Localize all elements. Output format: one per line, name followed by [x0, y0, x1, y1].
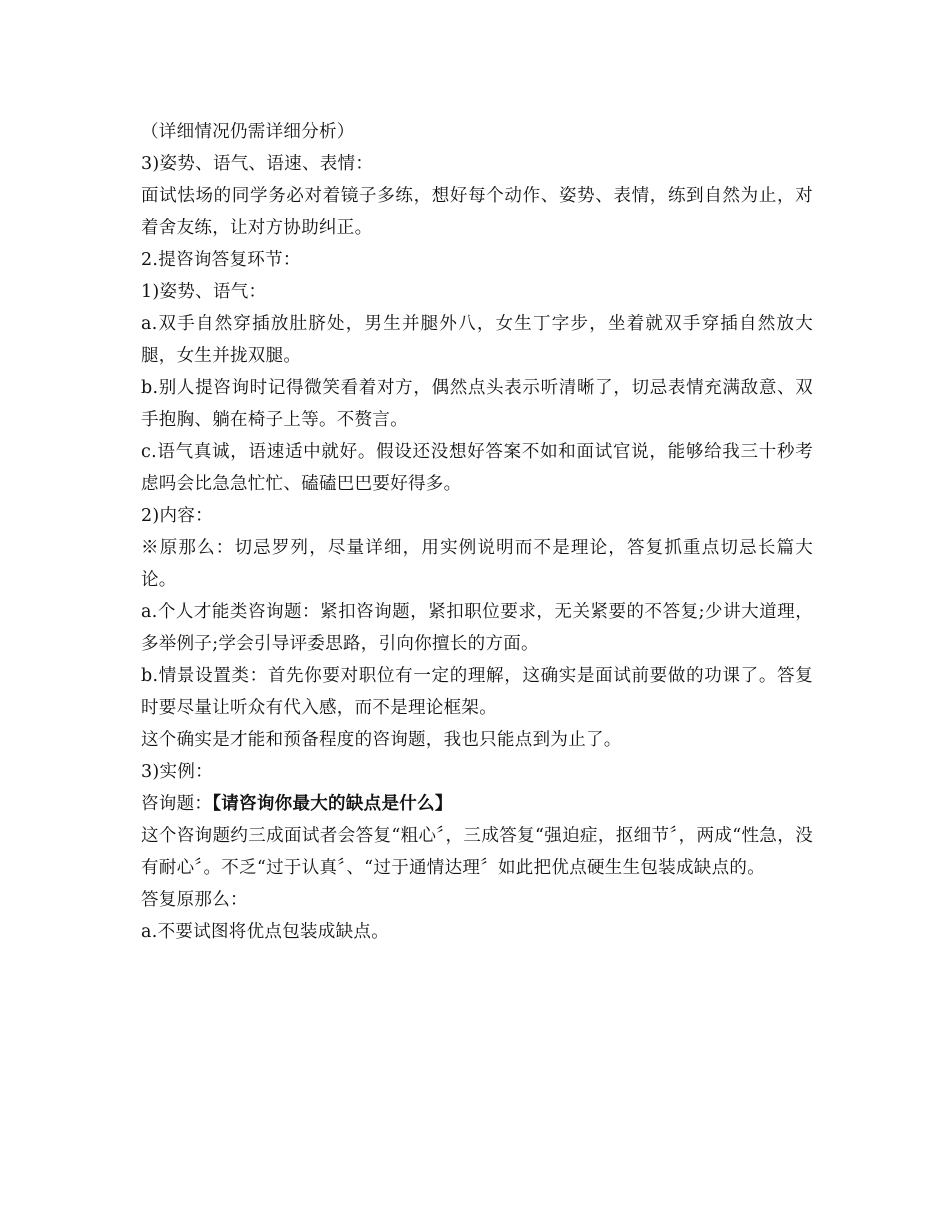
paragraph-practice-mirror: 面试怯场的同学务必对着镜子多练，想好每个动作、姿势、表情，练到自然为止，对着舍友练，让对方协助纠正。 [141, 186, 813, 238]
heading-posture-tone: 1)姿势、语气： [141, 282, 267, 302]
paragraph-common-answers: 这个咨询题约三成面试者会答复“粗心〞，三成答复“强迫症，抠细节〞，两成“性急，没有耐心〞。不乏“过于认真〞、“过于通情达理〞如此把优点硬生生包装成缺点的。 [141, 826, 813, 878]
question-label: 咨询题： [141, 794, 213, 814]
paragraph-note: （详细情况仍需详细分析） [141, 122, 355, 142]
paragraph-item-a-hands: a.双手自然穿插放肚脐处，男生并腿外八，女生丁字步，坐着就双手穿插自然放大腿，女生并拢双腿。 [141, 314, 813, 366]
paragraph-ability-readiness: 这个确实是才能和预备程度的咨询题，我也只能点到为止了。 [141, 730, 622, 750]
heading-answer-principle: 答复原那么： [141, 890, 248, 910]
heading-posture-tone-speed-expression: 3)姿势、语气、语速、表情： [141, 154, 374, 174]
heading-content: 2)内容： [141, 506, 213, 526]
paragraph-question-line [141, 788, 813, 820]
heading-qa-section: 2.提咨询答复环节： [141, 250, 301, 270]
paragraph-item-b-scenario: b.情景设置类：首先你要对职位有一定的理解，这确实是面试前要做的功课了。答复时要尽量让听众有代入感，而不是理论框架。 [141, 666, 813, 718]
document-body [141, 116, 813, 948]
paragraph-item-c-tone: c.语气真诚，语速适中就好。假设还没想好答案不如和面试官说，能够给我三十秒考虑吗会比急急忙忙、磕磕巴巴要好得多。 [141, 442, 813, 494]
paragraph-item-a-ability: a.个人才能类咨询题：紧扣咨询题，紧扣职位要求，无关紧要的不答复;少讲大道理，多举例子;学会引导评委思路，引向你擅长的方面。 [141, 602, 813, 654]
paragraph-principle: ※原那么：切忌罗列，尽量详细，用实例说明而不是理论，答复抓重点切忌长篇大论。 [141, 538, 813, 590]
paragraph-item-a-no-disguise: a.不要试图将优点包装成缺点。 [141, 922, 389, 942]
heading-examples: 3)实例： [141, 762, 213, 782]
question-text: 【请咨询你最大的缺点是什么】 [212, 794, 453, 814]
paragraph-item-b-smile: b.别人提咨询时记得微笑看着对方，偶然点头表示听清晰了，切忌表情充满敌意、双手抱胸、躺在椅子上等。不赘言。 [141, 378, 813, 430]
